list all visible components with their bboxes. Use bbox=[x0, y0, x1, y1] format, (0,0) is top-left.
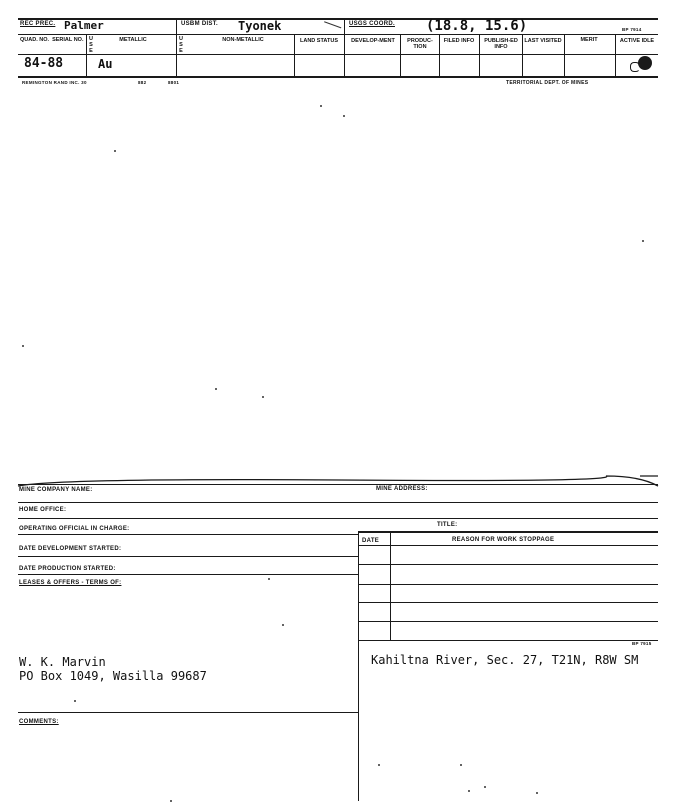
usgs-coord-value: (18.8, 15.6) bbox=[426, 18, 528, 34]
col-metallic: METALLIC bbox=[119, 37, 147, 43]
usgs-coord-label: USGS COORD. bbox=[349, 21, 395, 27]
reason-work-stoppage-label: REASON FOR WORK STOPPAGE bbox=[452, 537, 555, 543]
comments-label: COMMENTS: bbox=[19, 719, 59, 725]
usbm-dist-label: USBM DIST. bbox=[181, 21, 219, 27]
punch-mark bbox=[630, 62, 640, 72]
metallic-value: Au bbox=[98, 57, 113, 71]
col-merit: MERIT bbox=[580, 37, 598, 43]
home-office-label: HOME OFFICE: bbox=[19, 507, 67, 513]
col-published-info: PUBLISH-ED INFO bbox=[484, 38, 518, 50]
mine-address-label: MINE ADDRESS: bbox=[376, 486, 428, 492]
handwritten-mark bbox=[321, 21, 342, 37]
col-development: DEVELOP-MENT bbox=[351, 38, 395, 44]
punch-mark bbox=[638, 56, 652, 70]
rec-prec-value: Palmer bbox=[64, 19, 104, 32]
operating-official-label: OPERATING OFFICIAL IN CHARGE: bbox=[19, 526, 130, 532]
col-land-status: LAND STATUS bbox=[300, 38, 338, 44]
owner-name: W. K. Marvin bbox=[19, 655, 106, 669]
mine-company-name-label: MINE COMPANY NAME: bbox=[19, 487, 93, 493]
col-production: PRODUC-TION bbox=[407, 38, 433, 50]
date-production-started-label: DATE PRODUCTION STARTED: bbox=[19, 566, 116, 572]
form-number-bottom: BP 7915 bbox=[632, 641, 652, 646]
printer-imprint: REMINGTON RAND INC. 30 bbox=[22, 80, 87, 85]
quad-serial-value: 84-88 bbox=[24, 56, 64, 71]
card-edge bbox=[0, 470, 678, 492]
col-last-visited: LAST VISITED bbox=[524, 38, 562, 44]
strip-code-1: 882 bbox=[138, 80, 147, 85]
index-card-header bbox=[18, 18, 658, 78]
form-number-top: BP 7914 bbox=[622, 27, 642, 32]
usbm-dist-value: Tyonek bbox=[238, 19, 282, 33]
strip-code-2: 8801 bbox=[168, 80, 180, 85]
col-use-nonmetallic: U S E bbox=[179, 36, 183, 54]
col-non-metallic: NON-METALLIC bbox=[222, 37, 264, 43]
col-use-metallic: U S E bbox=[89, 36, 93, 54]
col-active-idle: ACTIVE IDLE bbox=[619, 38, 655, 44]
date-development-started-label: DATE DEVELOPMENT STARTED: bbox=[19, 546, 122, 552]
department-name: TERRITORIAL DEPT. OF MINES bbox=[506, 80, 589, 86]
leases-offers-label: LEASES & OFFERS - TERMS OF: bbox=[19, 580, 122, 586]
rec-prec-label: REC PREC. bbox=[20, 21, 56, 27]
location-description: Kahiltna River, Sec. 27, T21N, R8W SM bbox=[371, 653, 639, 667]
owner-address: PO Box 1049, Wasilla 99687 bbox=[19, 669, 207, 683]
col-quad-serial: QUAD. NO. SERIAL NO. bbox=[20, 37, 84, 43]
title-label: TITLE: bbox=[437, 522, 458, 528]
col-filed-info: FILED INFO bbox=[443, 38, 475, 44]
date-column-label: DATE bbox=[362, 538, 380, 544]
